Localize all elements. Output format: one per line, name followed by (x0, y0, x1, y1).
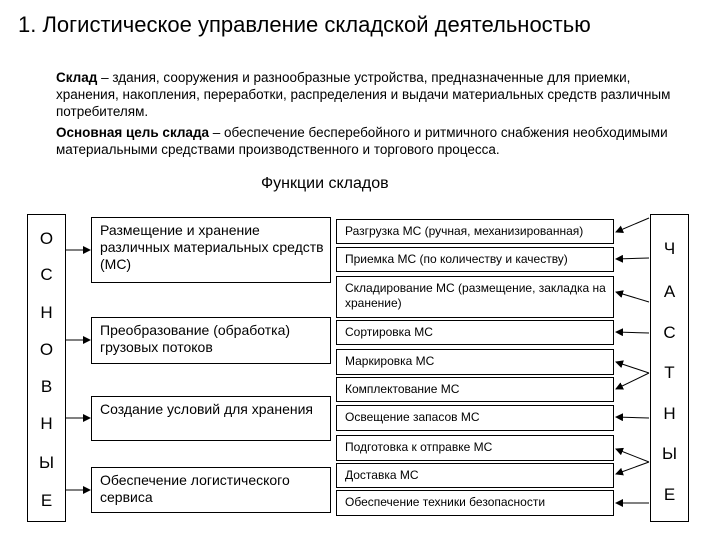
left-letter: С (40, 265, 53, 284)
arrow-right-2 (616, 258, 649, 259)
definition-goal-term: Основная цель склада (56, 125, 210, 140)
arrow-right-6 (616, 373, 649, 389)
arrow-right-9 (616, 462, 649, 474)
function-box-transformation: Преобразование (обработка) грузовых потоков (91, 317, 331, 364)
function-box-storage-conditions: Создание условий для хранения (91, 396, 331, 441)
right-letter: А (663, 282, 676, 301)
activity-box: Сортировка МС (336, 320, 614, 345)
left-letter: О (39, 229, 54, 248)
activity-box: Маркировка МС (336, 349, 614, 375)
definition-warehouse-text: – здания, сооружения и разнообразные устройства, предназначенные для приемки, хранения, накопления, переработки, распределения и выдачи материальных средств различным потребителям. (56, 70, 671, 119)
particular-functions-label-box (650, 214, 689, 522)
left-letter: Н (40, 303, 53, 322)
arrow-right-4 (616, 332, 649, 333)
left-letter: Н (40, 414, 53, 433)
definition-warehouse-term: Склад (56, 70, 98, 85)
right-letter: Ы (661, 444, 678, 463)
right-letter: С (663, 323, 676, 342)
right-letter: Н (663, 404, 676, 423)
activity-box: Разгрузка МС (ручная, механизированная) (336, 219, 614, 244)
activity-box: Подготовка к отправке МС (336, 435, 614, 461)
left-letter: Ы (38, 453, 55, 472)
page-title: 1. Логистическое управление складской деятельностью (18, 12, 591, 37)
activity-box: Освещение запасов МС (336, 405, 614, 431)
activity-box: Приемка МС (по количеству и качеству) (336, 247, 614, 272)
arrow-right-1 (616, 218, 649, 232)
left-letter: Е (40, 491, 53, 510)
arrow-right-3 (616, 292, 649, 302)
arrow-right-5 (616, 362, 649, 373)
right-letter: Е (663, 485, 676, 504)
activity-box: Доставка МС (336, 463, 614, 488)
left-letter: В (40, 377, 53, 396)
function-box-storage: Размещение и хранение различных материальных средств (МС) (91, 217, 331, 283)
activity-box: Комплектование МС (336, 377, 614, 402)
main-functions-label-box (27, 214, 66, 522)
activity-box: Обеспечение техники безопасности (336, 490, 614, 516)
right-letter: Т (664, 363, 675, 382)
arrow-right-7 (616, 417, 649, 418)
left-letter: О (39, 340, 54, 359)
right-letter: Ч (663, 239, 676, 258)
definition-goal-text: – обеспечение бесперебойного и ритмичного снабжения необходимыми материальными средствами производственного и торгового процесса. (56, 125, 668, 157)
function-box-logistics-service: Обеспечение логистического сервиса (91, 467, 331, 513)
activity-box: Складирование МС (размещение, закладка на хранение) (336, 276, 614, 318)
arrow-right-8 (616, 449, 649, 462)
diagram-title: Функции складов (261, 175, 389, 192)
